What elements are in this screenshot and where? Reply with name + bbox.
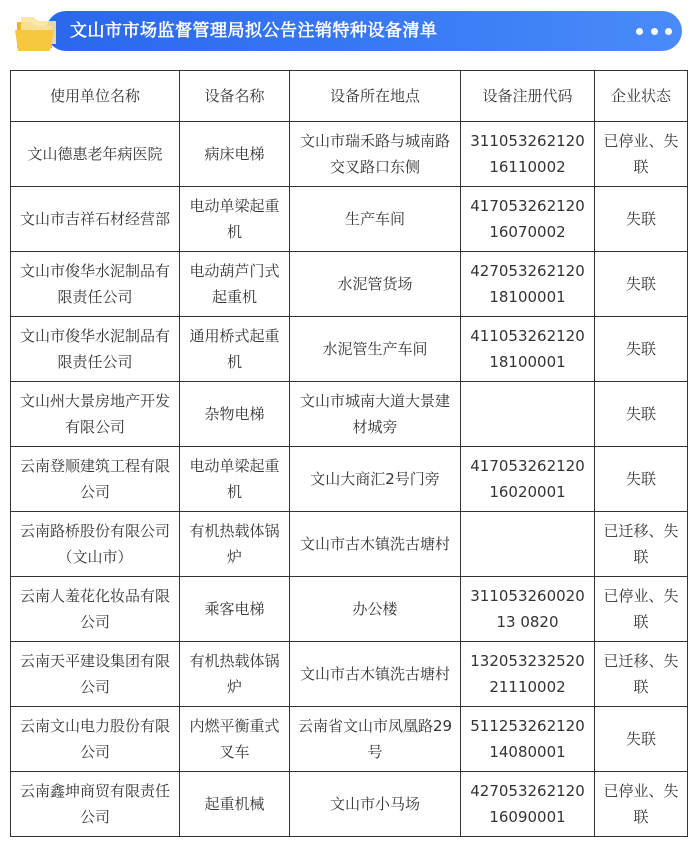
table-row (11, 187, 688, 252)
cell-unit: 云南天平建设集团有限公司 (11, 642, 180, 707)
cell-code: 13205323252021110002 (461, 642, 595, 707)
cell-status: 失联 (595, 382, 688, 447)
cell-code: 41705326212016070002 (461, 187, 595, 252)
table-row (11, 317, 688, 382)
cell-code: 42705326212018100001 (461, 252, 595, 317)
cell-location: 水泥管货场 (290, 252, 461, 317)
more-dots-icon[interactable] (636, 22, 672, 40)
table-row (11, 252, 688, 317)
cell-unit: 文山州大景房地产开发有限公司 (11, 382, 180, 447)
cell-status: 已停业、失联 (595, 122, 688, 187)
cell-code: 31105326002013 0820 (461, 577, 595, 642)
table-header-row (11, 71, 688, 122)
table-row (11, 707, 688, 772)
cell-code: 41705326212016020001 (461, 447, 595, 512)
cell-unit: 文山市吉祥石材经营部 (11, 187, 180, 252)
column-header-location: 设备所在地点 (290, 71, 461, 122)
cell-status: 失联 (595, 317, 688, 382)
equipment-table (10, 70, 688, 837)
cell-location: 文山市小马场 (290, 772, 461, 837)
cell-location: 文山市古木镇洗古塘村 (290, 512, 461, 577)
cell-status: 已停业、失联 (595, 577, 688, 642)
cell-status: 已迁移、失联 (595, 642, 688, 707)
cell-location: 文山大商汇2号门旁 (290, 447, 461, 512)
cell-device: 电动葫芦门式起重机 (180, 252, 290, 317)
cell-location: 水泥管生产车间 (290, 317, 461, 382)
cell-unit: 云南路桥股份有限公司（文山市） (11, 512, 180, 577)
dot-icon (651, 28, 658, 35)
cell-status: 已迁移、失联 (595, 512, 688, 577)
table-row (11, 577, 688, 642)
cell-code (461, 382, 595, 447)
cell-status: 失联 (595, 252, 688, 317)
cell-device: 杂物电梯 (180, 382, 290, 447)
cell-device: 乘客电梯 (180, 577, 290, 642)
page-title: 文山市市场监督管理局拟公告注销特种设备清单 (70, 21, 438, 41)
cell-location: 办公楼 (290, 577, 461, 642)
cell-code: 41105326212018100001 (461, 317, 595, 382)
column-header-code: 设备注册代码 (461, 71, 595, 122)
cell-device: 起重机械 (180, 772, 290, 837)
page-header (0, 0, 696, 66)
cell-device: 有机热载体锅炉 (180, 512, 290, 577)
table-row (11, 122, 688, 187)
cell-device: 电动单梁起重机 (180, 187, 290, 252)
table-row (11, 512, 688, 577)
cell-location: 云南省文山市凤凰路29号 (290, 707, 461, 772)
cell-unit: 云南登顺建筑工程有限公司 (11, 447, 180, 512)
table-row (11, 642, 688, 707)
cell-device: 有机热载体锅炉 (180, 642, 290, 707)
table-row (11, 382, 688, 447)
cell-status: 失联 (595, 707, 688, 772)
cell-location: 文山市古木镇洗古塘村 (290, 642, 461, 707)
table-row (11, 447, 688, 512)
cell-unit: 云南鑫坤商贸有限责任公司 (11, 772, 180, 837)
cell-status: 已停业、失联 (595, 772, 688, 837)
cell-unit: 文山市俊华水泥制品有限责任公司 (11, 252, 180, 317)
cell-status: 失联 (595, 447, 688, 512)
cell-code: 51125326212014080001 (461, 707, 595, 772)
column-header-status: 企业状态 (595, 71, 688, 122)
column-header-device: 设备名称 (180, 71, 290, 122)
cell-status: 失联 (595, 187, 688, 252)
cell-location: 文山市城南大道大景建材城旁 (290, 382, 461, 447)
cell-code: 42705326212016090001 (461, 772, 595, 837)
dot-icon (665, 28, 672, 35)
cell-device: 电动单梁起重机 (180, 447, 290, 512)
cell-unit: 云南文山电力股份有限公司 (11, 707, 180, 772)
cell-location: 文山市瑞禾路与城南路交叉路口东侧 (290, 122, 461, 187)
cell-unit: 文山市俊华水泥制品有限责任公司 (11, 317, 180, 382)
column-header-unit: 使用单位名称 (11, 71, 180, 122)
table-row (11, 772, 688, 837)
cell-code: 31105326212016110002 (461, 122, 595, 187)
cell-unit: 文山德惠老年病医院 (11, 122, 180, 187)
dot-icon (636, 28, 643, 35)
cell-device: 病床电梯 (180, 122, 290, 187)
cell-device: 内燃平衡重式叉车 (180, 707, 290, 772)
folder-icon (14, 14, 60, 54)
cell-code (461, 512, 595, 577)
cell-unit: 云南人羞花化妆品有限公司 (11, 577, 180, 642)
cell-device: 通用桥式起重机 (180, 317, 290, 382)
cell-location: 生产车间 (290, 187, 461, 252)
